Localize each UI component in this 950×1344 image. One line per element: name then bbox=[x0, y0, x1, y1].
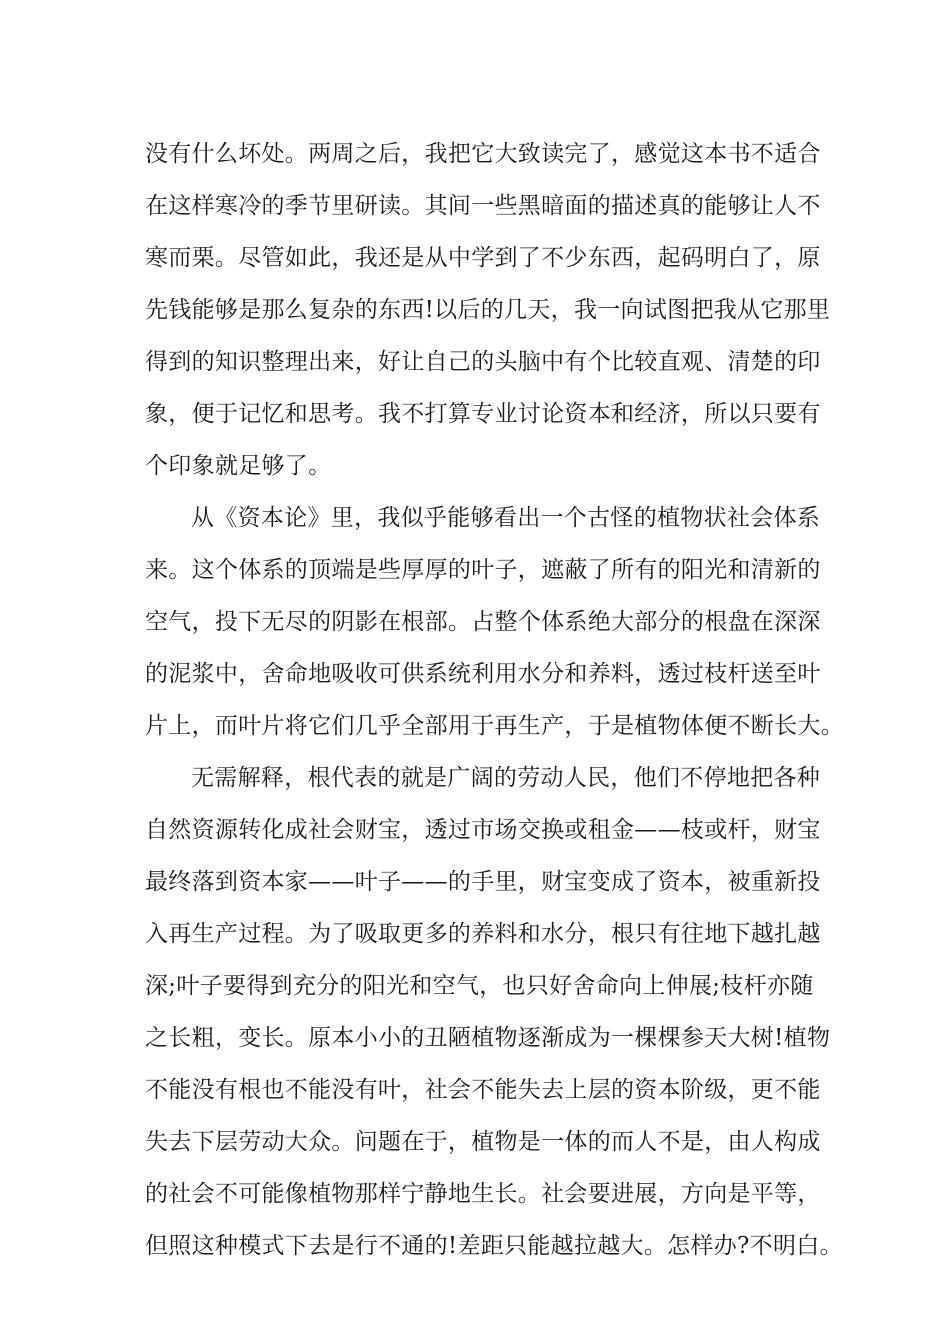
text-line: 得到的知识整理出来，好让自己的头脑中有个比较直观、清楚的印 bbox=[145, 349, 821, 375]
text-line: 的泥浆中，舍命地吸收可供系统利用水分和养料，透过枝杆送至叶 bbox=[145, 661, 821, 687]
text-line: 在这样寒冷的季节里研读。其间一些黑暗面的描述真的能够让人不 bbox=[145, 193, 821, 219]
text-line: 寒而栗。尽管如此，我还是从中学到了不少东西，起码明白了，原 bbox=[145, 245, 821, 271]
text-line-indented: 无需解释，根代表的就是广阔的劳动人民，他们不停地把各种 bbox=[191, 765, 821, 791]
text-line: 入再生产过程。为了吸取更多的养料和水分，根只有往地下越扎越 bbox=[145, 921, 821, 947]
text-line: 之长粗，变长。原本小小的丑陋植物逐渐成为一棵棵参天大树!植物 bbox=[145, 1025, 831, 1051]
document-body bbox=[145, 128, 844, 1272]
text-line: 的社会不可能像植物那样宁静地生长。社会要进展，方向是平等， bbox=[145, 1181, 821, 1207]
text-line: 深;叶子要得到充分的阳光和空气，也只好舍命向上伸展;枝杆亦随 bbox=[145, 973, 814, 999]
text-line: 先钱能够是那么复杂的东西!以后的几天，我一向试图把我从它那里 bbox=[145, 297, 831, 323]
text-line-indented: 从《资本论》里，我似乎能够看出一个古怪的植物状社会体系 bbox=[191, 505, 821, 531]
text-line: 来。这个体系的顶端是些厚厚的叶子，遮蔽了所有的阳光和清新的 bbox=[145, 557, 821, 583]
text-line: 但照这种模式下去是行不通的!差距只能越拉越大。怎样办?不明白。 bbox=[145, 1233, 843, 1259]
text-line: 象，便于记忆和思考。我不打算专业讨论资本和经济，所以只要有 bbox=[145, 401, 821, 427]
text-line: 片上，而叶片将它们几乎全部用于再生产，于是植物体便不断长大。 bbox=[145, 713, 844, 739]
text-line: 失去下层劳动大众。问题在于，植物是一体的而人不是，由人构成 bbox=[145, 1129, 821, 1155]
text-line: 个印象就足够了。 bbox=[145, 453, 332, 479]
paragraph-2 bbox=[145, 492, 844, 752]
text-line: 空气，投下无尽的阴影在根部。占整个体系绝大部分的根盘在深深 bbox=[145, 609, 821, 635]
paragraph-3 bbox=[145, 752, 843, 1272]
paragraph-1 bbox=[145, 128, 831, 492]
text-line: 最终落到资本家——叶子——的手里，财宝变成了资本，被重新投 bbox=[145, 869, 821, 895]
text-line: 没有什么坏处。两周之后，我把它大致读完了，感觉这本书不适合 bbox=[145, 141, 821, 167]
text-line: 自然资源转化成社会财宝，透过市场交换或租金——枝或杆，财宝 bbox=[145, 817, 821, 843]
text-line: 不能没有根也不能没有叶，社会不能失去上层的资本阶级，更不能 bbox=[145, 1077, 821, 1103]
